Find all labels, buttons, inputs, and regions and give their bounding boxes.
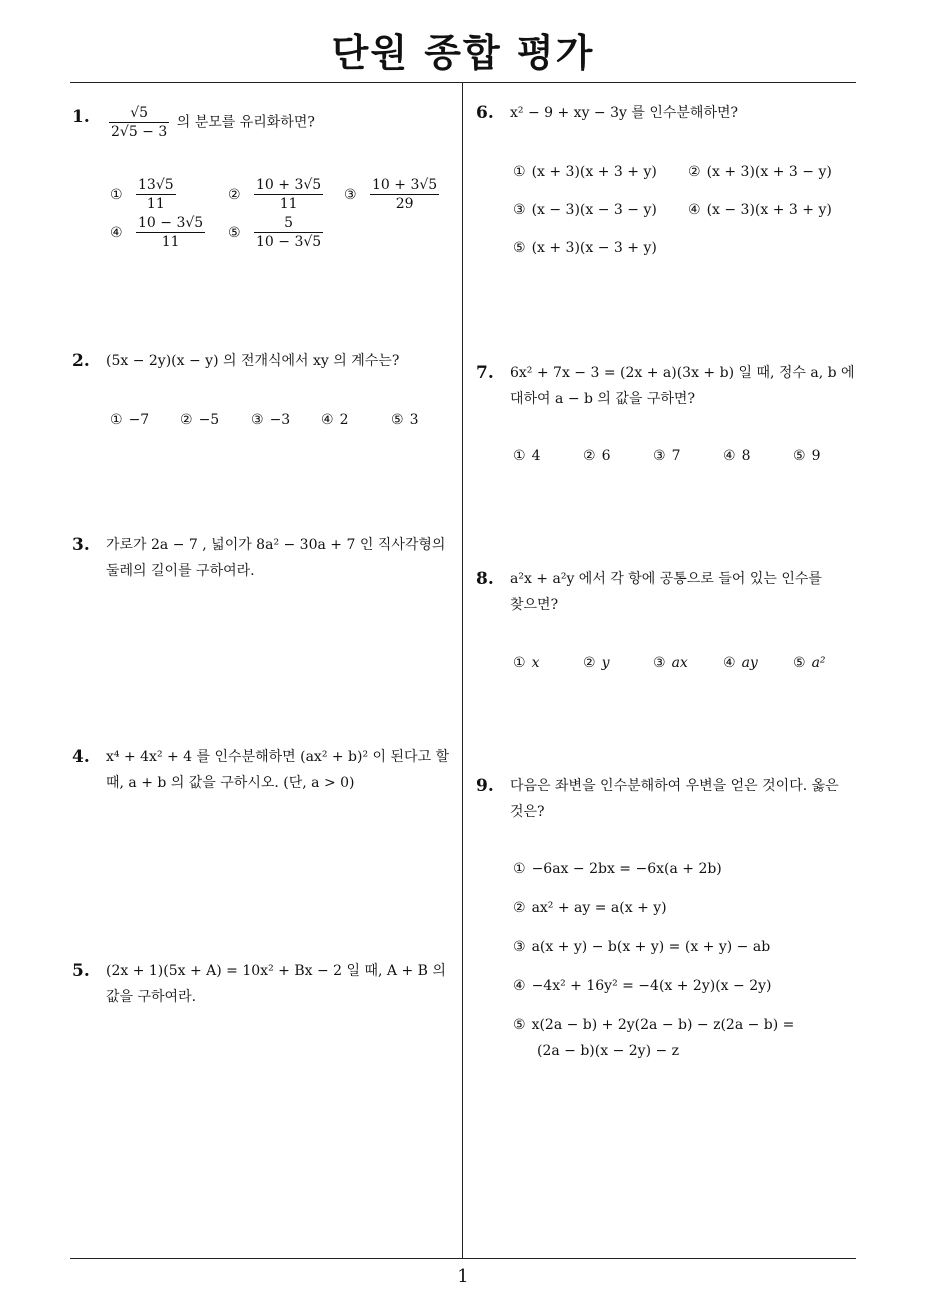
question-text-line-1: 가로가 2a − 7 , 넓이가 8a² − 30a + 7 인 직사각형의	[106, 537, 446, 553]
option-4[interactable]: ④ 2	[321, 412, 349, 428]
option-5[interactable]: ⑤ 9	[793, 448, 821, 464]
option-1[interactable]: ① $\frac{13√5}{11}$	[110, 177, 174, 212]
question-8	[476, 566, 860, 618]
option-5[interactable]: ⑤ a²	[793, 655, 826, 671]
question-number: 6.	[476, 103, 494, 123]
question-4	[72, 744, 456, 796]
option-5[interactable]: ⑤ $\frac{5}{10 - 3√5}$	[228, 215, 322, 250]
option-1[interactable]: ① −6ax − 2bx = −6x(a + 2b)	[513, 861, 722, 877]
question-text-line-1: x⁴ + 4x² + 4 를 인수분해하면 (ax² + b)² 이 된다고 할	[106, 749, 450, 765]
question-7	[476, 360, 860, 412]
question-text-line-1: 6x² + 7x − 3 = (2x + a)(3x + b) 일 때, 정수 a, b 에	[510, 365, 855, 381]
question-text-line-2: 둘레의 길이를 구하여라.	[106, 563, 255, 579]
page-title: 단원 종합 평가	[331, 31, 595, 75]
option-4[interactable]: ④ ay	[723, 655, 758, 671]
option-3[interactable]: ③ a(x + y) − b(x + y) = (x + y) − ab	[513, 939, 771, 955]
option-5-continuation: (2a − b)(x − 2y) − z	[537, 1043, 680, 1059]
question-text: x² − 9 + xy − 3y 를 인수분해하면?	[510, 105, 739, 121]
question-number: 3.	[72, 535, 90, 555]
option-4[interactable]: ④ (x − 3)(x + 3 + y)	[688, 202, 832, 218]
question-text-line-1: a²x + a²y 에서 각 항에 공통으로 들어 있는 인수를	[510, 571, 822, 587]
question-text-line-2: 대하여 a − b 의 값을 구하면?	[510, 391, 695, 407]
option-1[interactable]: ① (x + 3)(x + 3 + y)	[513, 164, 657, 180]
column-divider	[462, 83, 463, 1259]
option-2[interactable]: ② (x + 3)(x + 3 − y)	[688, 164, 832, 180]
question-text-line-2: 때, a + b 의 값을 구하시오. (단, a > 0)	[106, 775, 355, 791]
option-4[interactable]: ④ −4x² + 16y² = −4(x + 2y)(x − 2y)	[513, 978, 772, 994]
option-4[interactable]: ④ $\frac{10 - 3√5}{11}$	[110, 215, 204, 250]
question-number: 1.	[72, 107, 90, 127]
question-number: 5.	[72, 961, 90, 981]
question-text: 의 분모를 유리화하면?	[176, 114, 315, 131]
question-number: 8.	[476, 569, 494, 589]
question-text-line-1: 다음은 좌변을 인수분해하여 우변을 얻은 것이다. 옳은	[510, 778, 839, 794]
question-text-line-2: 값을 구하여라.	[106, 989, 197, 1005]
question-number: 2.	[72, 351, 90, 371]
option-3[interactable]: ③ (x − 3)(x − 3 − y)	[513, 202, 657, 218]
bottom-rule	[70, 1258, 856, 1259]
question-fraction: $\frac{√5}{2√5 - 3}$	[111, 105, 168, 140]
option-2[interactable]: ② −5	[180, 412, 220, 428]
page-number: 1	[457, 1266, 469, 1287]
question-number: 7.	[476, 363, 494, 383]
top-rule	[70, 82, 856, 83]
question-5	[72, 958, 456, 1010]
question-2	[72, 348, 452, 374]
question-3	[72, 532, 456, 584]
option-2[interactable]: ② y	[583, 655, 610, 671]
question-text-line-1: (2x + 1)(5x + A) = 10x² + Bx − 2 일 때, A + B 의	[106, 963, 446, 979]
option-2[interactable]: ② $\frac{10 + 3√5}{11}$	[228, 177, 322, 212]
option-3[interactable]: ③ 7	[653, 448, 681, 464]
option-5[interactable]: ⑤ 3	[391, 412, 419, 428]
option-2[interactable]: ② 6	[583, 448, 611, 464]
option-2[interactable]: ② ax² + ay = a(x + y)	[513, 900, 667, 916]
option-1[interactable]: ① −7	[110, 412, 150, 428]
option-3[interactable]: ③ ax	[653, 655, 688, 671]
question-number: 9.	[476, 776, 494, 796]
option-5[interactable]: ⑤ x(2a − b) + 2y(2a − b) − z(2a − b) =	[513, 1017, 795, 1033]
question-text-line-2: 찾으면?	[510, 597, 559, 613]
option-4[interactable]: ④ 8	[723, 448, 751, 464]
question-9	[476, 773, 860, 825]
question-text-line-2: 것은?	[510, 804, 545, 820]
question-6	[476, 100, 860, 126]
question-text: (5x − 2y)(x − y) 의 전개식에서 xy 의 계수는?	[106, 353, 400, 369]
option-3[interactable]: ③ $\frac{10 + 3√5}{29}$	[344, 177, 438, 212]
question-1	[72, 104, 452, 141]
question-number: 4.	[72, 747, 90, 767]
option-3[interactable]: ③ −3	[251, 412, 291, 428]
option-5[interactable]: ⑤ (x + 3)(x − 3 + y)	[513, 240, 657, 256]
option-1[interactable]: ① x	[513, 655, 540, 671]
option-1[interactable]: ① 4	[513, 448, 541, 464]
